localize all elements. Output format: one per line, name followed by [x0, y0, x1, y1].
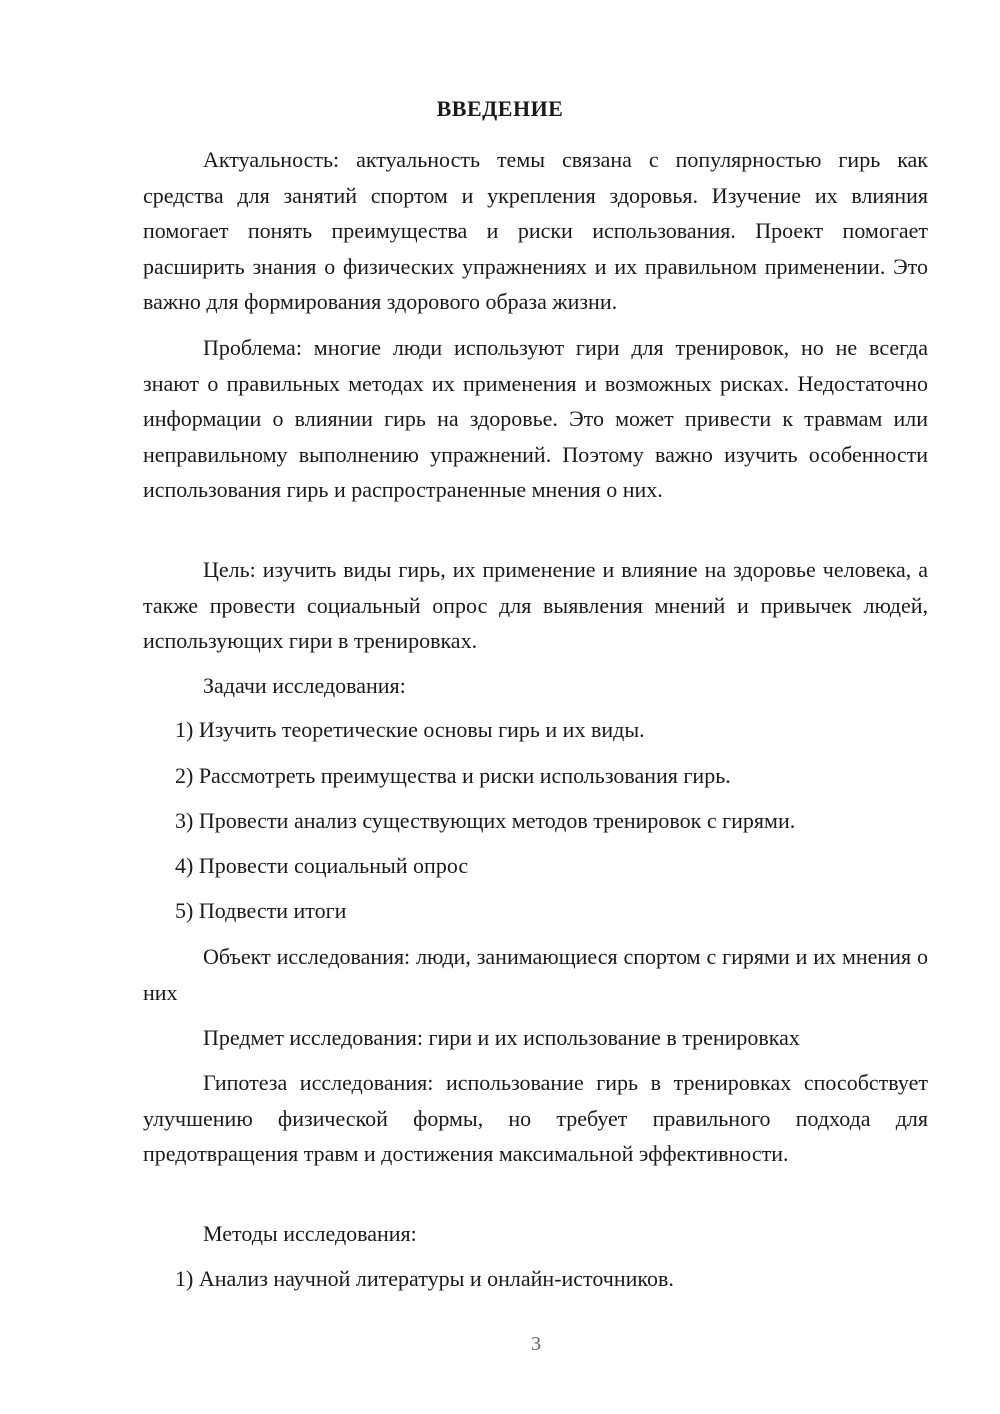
problem-paragraph: Проблема: многие люди используют гири для тренировок, но не всегда знают о правильных методах их применения и возможных рисках. Недостаточно информации о влиянии гирь на здоровье. Это может привести к травмам или неправильному выполнению упражнений. Поэтому важно изучить особенности использования гирь и распространенные мнения о них. [143, 335, 928, 502]
tasks-heading: Задачи исследования: [203, 673, 406, 698]
methods-heading: Методы исследования: [203, 1221, 417, 1246]
section-title: ВВЕДЕНИЕ [436, 96, 564, 121]
object-paragraph: Объект исследования: люди, занимающиеся спортом с гирями и их мнения о них [143, 944, 928, 1005]
task-item: 5) Подвести итоги [175, 898, 347, 923]
method-item: 1) Анализ научной литературы и онлайн-источников. [175, 1266, 674, 1291]
subject-paragraph: Предмет исследования: гири и их использование в тренировках [203, 1025, 800, 1050]
task-item: 2) Рассмотреть преимущества и риски использования гирь. [175, 763, 731, 788]
task-item: 4) Провести социальный опрос [175, 853, 469, 878]
page-number: 3 [531, 1333, 541, 1355]
goal-paragraph: Цель: изучить виды гирь, их применение и влияние на здоровье человека, а также провести социальный опрос для выявления мнений и привычек людей, использующих гири в тренировках. [143, 557, 928, 653]
hypothesis-paragraph: Гипотеза исследования: использование гирь в тренировках способствует улучшению физической формы, но требует правильного подхода для предотвращения травм и достижения максимальной эффективности. [143, 1070, 928, 1166]
task-item: 1) Изучить теоретические основы гирь и их виды. [175, 717, 645, 742]
relevance-paragraph: Актуальность: актуальность темы связана с популярностью гирь как средства для занятий спортом и укрепления здоровья. Изучение их влияния помогает понять преимущества и риски использования. Проект помогает расширить знания о физических упражнениях и их правильном применении. Это важно для формирования здорового образа жизни. [143, 147, 928, 314]
task-item: 3) Провести анализ существующих методов тренировок с гирями. [175, 808, 796, 833]
